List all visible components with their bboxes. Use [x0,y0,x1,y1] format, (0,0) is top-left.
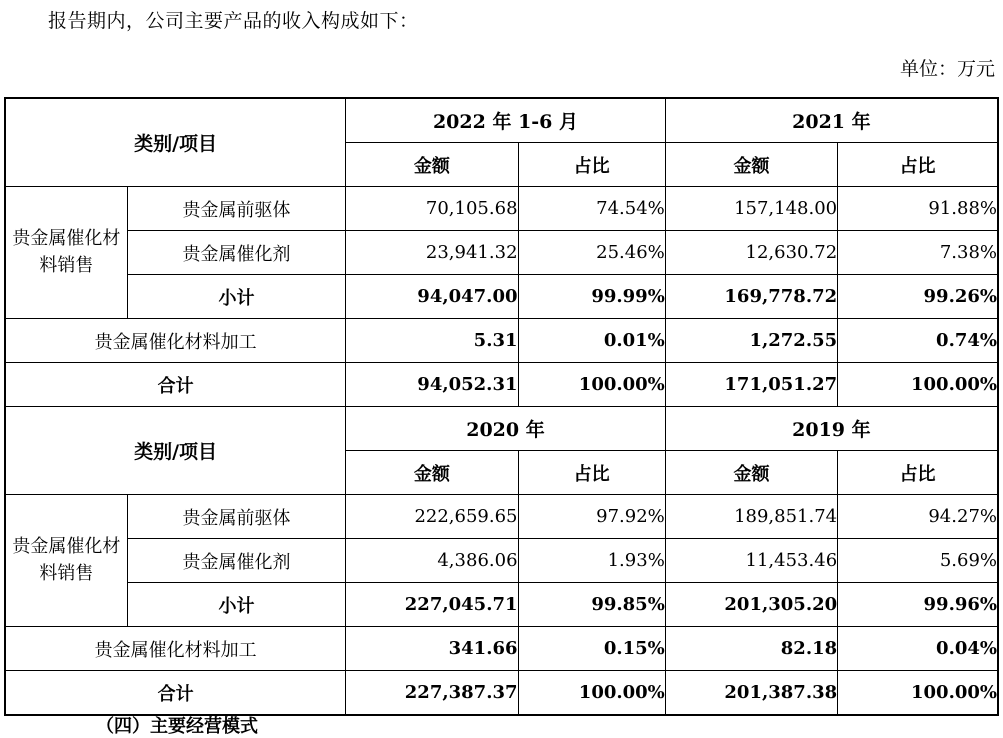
cell-catalyst-2021-ratio: 7.38% [838,231,998,275]
subheader-amount-2022h1: 金额 [346,143,518,187]
row-item-subtotal-1: 小计 [127,275,345,319]
table-row [5,231,998,275]
cell-catalyst-2022h1-amount: 23,941.32 [346,231,518,275]
table-row [5,539,998,583]
table-row-processing [5,627,998,671]
table-row-subtotal [5,583,998,627]
table-header-row-2 [5,407,998,451]
cell-precursor-2022h1-ratio: 74.54% [518,187,665,231]
table-row-processing [5,319,998,363]
cell-processing-2019-ratio: 0.04% [838,627,998,671]
row-item-total-1: 合计 [5,363,346,407]
cell-catalyst-2020-amount: 4,386.06 [346,539,518,583]
cell-subtotal-2019-ratio: 99.96% [838,583,998,627]
cell-precursor-2019-amount: 189,851.74 [665,495,837,539]
cell-catalyst-2021-amount: 12,630.72 [665,231,837,275]
cell-subtotal-2021-ratio: 99.26% [838,275,998,319]
row-item-subtotal-2: 小计 [127,583,345,627]
row-item-precursor-1: 贵金属前驱体 [127,187,345,231]
cell-total-2021-amount: 171,051.27 [665,363,837,407]
row-item-processing-2: 贵金属催化材料加工 [5,627,346,671]
row-item-precursor-2: 贵金属前驱体 [127,495,345,539]
cell-subtotal-2022h1-ratio: 99.99% [518,275,665,319]
table-row-total [5,363,998,407]
subheader-ratio-2021: 占比 [838,143,998,187]
header-period-2019: 2019 年 [665,407,998,451]
cell-catalyst-2022h1-ratio: 25.46% [518,231,665,275]
cell-total-2021-ratio: 100.00% [838,363,998,407]
cell-subtotal-2020-amount: 227,045.71 [346,583,518,627]
header-category-2: 类别/项目 [5,407,346,495]
cell-catalyst-2019-amount: 11,453.46 [665,539,837,583]
group-label-sales-1: 贵金属催化材料销售 [5,187,127,319]
cell-subtotal-2022h1-amount: 94,047.00 [346,275,518,319]
table-row-subtotal [5,275,998,319]
cell-catalyst-2019-ratio: 5.69% [838,539,998,583]
row-item-catalyst-1: 贵金属催化剂 [127,231,345,275]
cell-subtotal-2021-amount: 169,778.72 [665,275,837,319]
header-period-2021: 2021 年 [665,98,998,143]
cell-processing-2020-ratio: 0.15% [518,627,665,671]
cell-precursor-2019-ratio: 94.27% [838,495,998,539]
subheader-amount-2020: 金额 [346,451,518,495]
cell-precursor-2021-ratio: 91.88% [838,187,998,231]
footer-partial-heading: （四）主要经营模式 [96,716,258,737]
cell-total-2022h1-amount: 94,052.31 [346,363,518,407]
cell-subtotal-2019-amount: 201,305.20 [665,583,837,627]
subheader-ratio-2020: 占比 [518,451,665,495]
cell-processing-2021-amount: 1,272.55 [665,319,837,363]
intro-paragraph: 报告期内，公司主要产品的收入构成如下： [48,10,419,32]
table-row [5,495,998,539]
header-period-2020: 2020 年 [346,407,666,451]
cell-total-2022h1-ratio: 100.00% [518,363,665,407]
cell-total-2019-ratio: 100.00% [838,671,998,716]
cell-processing-2022h1-ratio: 0.01% [518,319,665,363]
table-row-total [5,671,998,716]
cell-subtotal-2020-ratio: 99.85% [518,583,665,627]
row-item-catalyst-2: 贵金属催化剂 [127,539,345,583]
cell-precursor-2022h1-amount: 70,105.68 [346,187,518,231]
cell-precursor-2020-amount: 222,659.65 [346,495,518,539]
subheader-ratio-2019: 占比 [838,451,998,495]
cell-total-2020-amount: 227,387.37 [346,671,518,716]
group-label-sales-2: 贵金属催化材料销售 [5,495,127,627]
cell-total-2020-ratio: 100.00% [518,671,665,716]
unit-label: 单位：万元 [899,58,995,80]
row-item-total-2: 合计 [5,671,346,716]
row-item-processing-1: 贵金属催化材料加工 [5,319,346,363]
cell-processing-2020-amount: 341.66 [346,627,518,671]
cell-processing-2019-amount: 82.18 [665,627,837,671]
table-row [5,187,998,231]
cell-catalyst-2020-ratio: 1.93% [518,539,665,583]
subheader-amount-2021: 金额 [665,143,837,187]
subheader-amount-2019: 金额 [665,451,837,495]
cell-precursor-2020-ratio: 97.92% [518,495,665,539]
cell-total-2019-amount: 201,387.38 [665,671,837,716]
cell-processing-2022h1-amount: 5.31 [346,319,518,363]
header-period-2022h1: 2022 年 1-6 月 [346,98,666,143]
cell-processing-2021-ratio: 0.74% [838,319,998,363]
table-header-row [5,98,998,143]
cell-precursor-2021-amount: 157,148.00 [665,187,837,231]
subheader-ratio-2022h1: 占比 [518,143,665,187]
header-category-1: 类别/项目 [5,98,346,187]
revenue-composition-table [4,97,999,716]
